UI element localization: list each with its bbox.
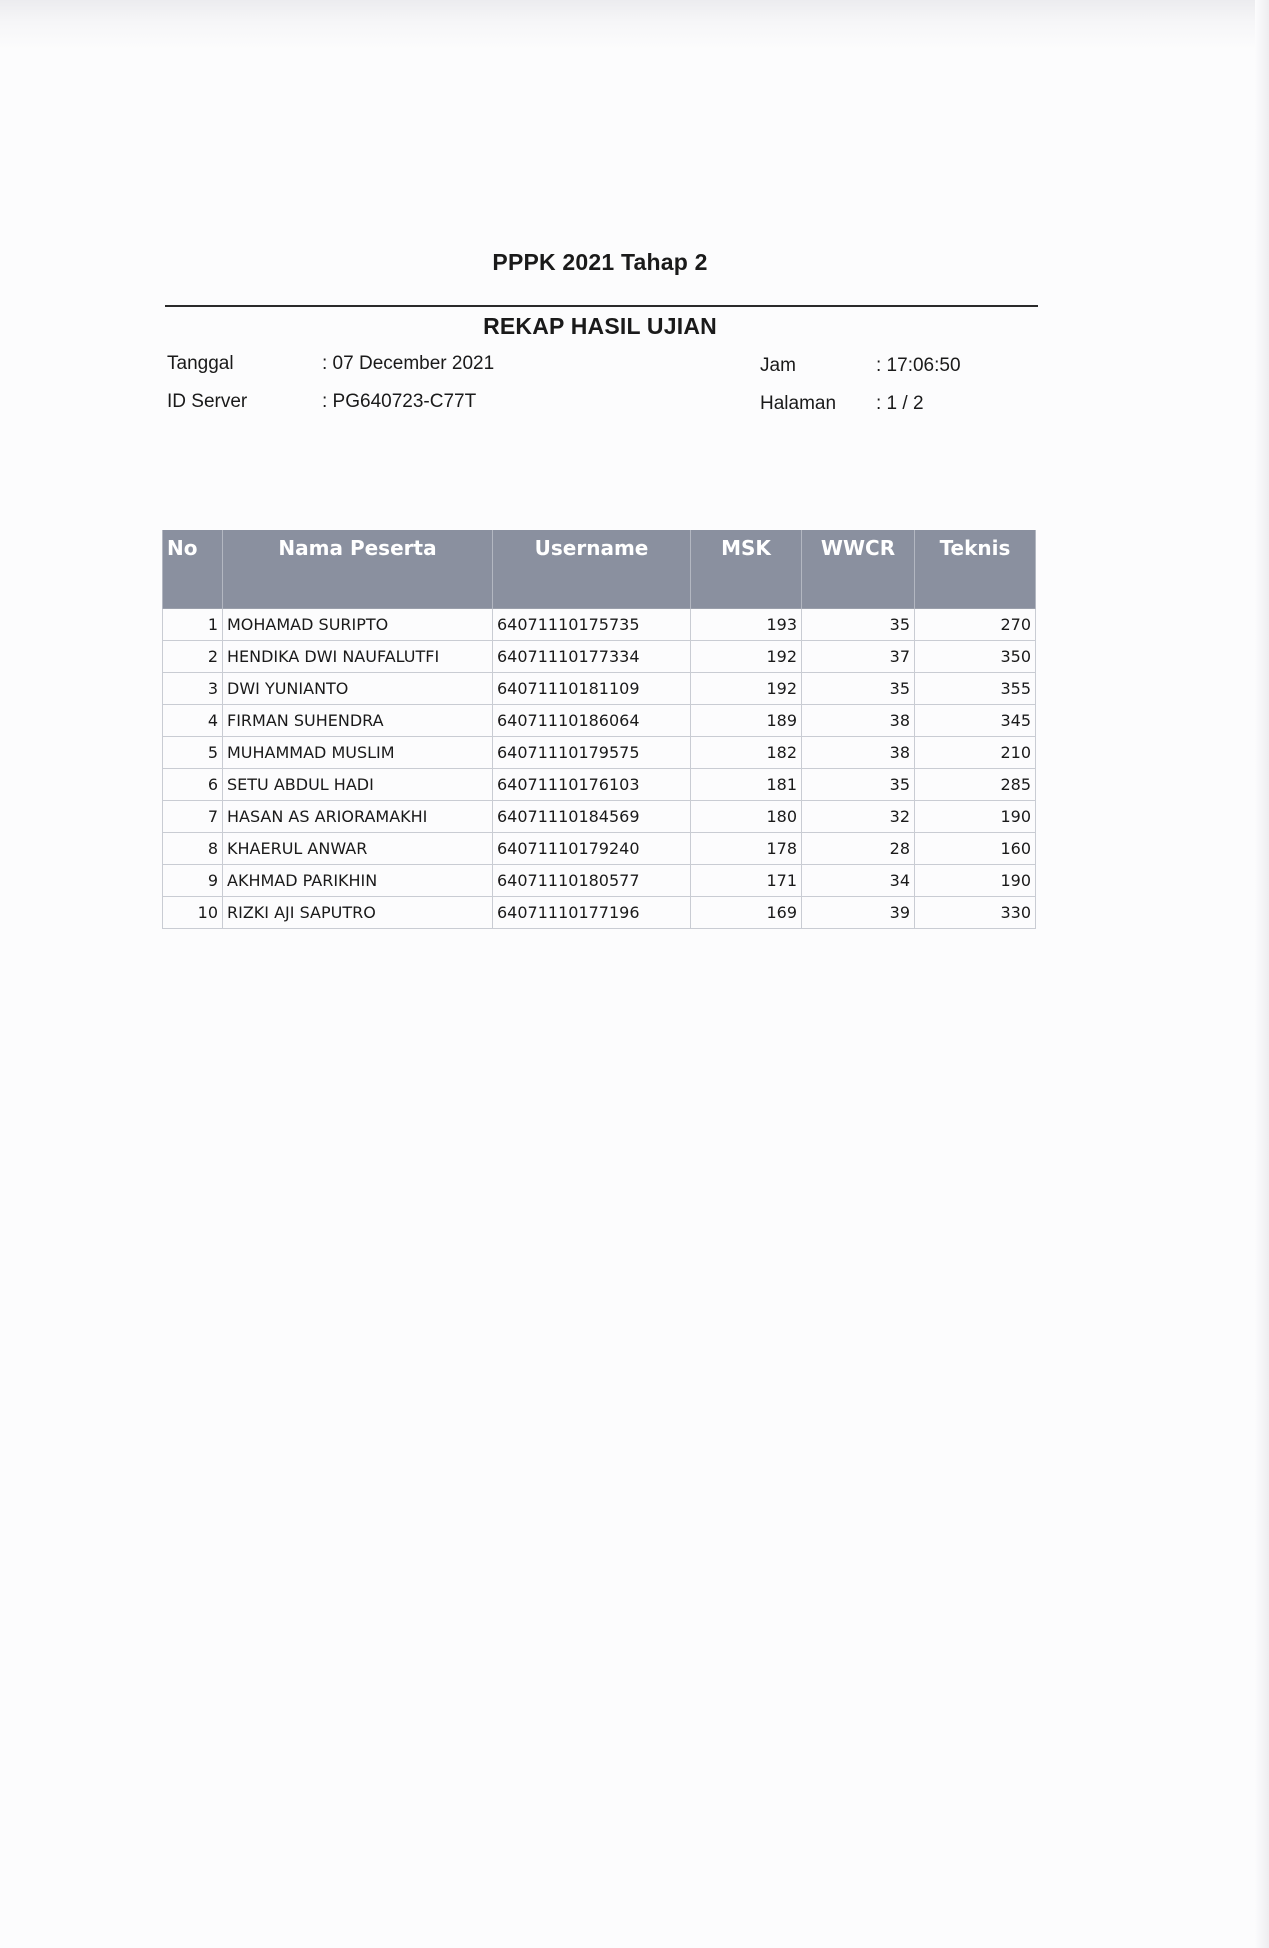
cell-teknis: 355 [915, 673, 1036, 705]
cell-wwcr: 28 [802, 833, 915, 865]
cell-username: 64071110177196 [493, 897, 691, 929]
header-no: No [163, 530, 223, 609]
document-subtitle: REKAP HASIL UJIAN [483, 313, 717, 339]
cell-wwcr: 35 [802, 769, 915, 801]
table-row [163, 897, 1036, 929]
table-row [163, 673, 1036, 705]
cell-msk: 169 [691, 897, 802, 929]
cell-msk: 193 [691, 609, 802, 641]
cell-msk: 181 [691, 769, 802, 801]
cell-nama: RIZKI AJI SAPUTRO [223, 897, 493, 929]
table-row [163, 865, 1036, 897]
cell-wwcr: 34 [802, 865, 915, 897]
cell-msk: 192 [691, 641, 802, 673]
cell-no: 3 [163, 673, 223, 705]
cell-username: 64071110179575 [493, 737, 691, 769]
cell-teknis: 330 [915, 897, 1036, 929]
table-row [163, 769, 1036, 801]
cell-wwcr: 35 [802, 673, 915, 705]
cell-username: 64071110179240 [493, 833, 691, 865]
cell-teknis: 190 [915, 865, 1036, 897]
cell-teknis: 210 [915, 737, 1036, 769]
tanggal-value: : 07 December 2021 [322, 353, 495, 374]
scan-shadow-right [1255, 0, 1269, 1948]
id-server-value: : PG640723-C77T [322, 391, 477, 412]
cell-wwcr: 39 [802, 897, 915, 929]
header-teknis: Teknis [915, 530, 1036, 609]
cell-no: 4 [163, 705, 223, 737]
results-table [162, 530, 1036, 929]
cell-wwcr: 32 [802, 801, 915, 833]
title-divider [165, 305, 1038, 307]
table-header-row [163, 530, 1036, 609]
cell-nama: MOHAMAD SURIPTO [223, 609, 493, 641]
cell-teknis: 190 [915, 801, 1036, 833]
cell-nama: FIRMAN SUHENDRA [223, 705, 493, 737]
cell-nama: HENDIKA DWI NAUFALUTFI [223, 641, 493, 673]
cell-teknis: 160 [915, 833, 1036, 865]
table-row [163, 609, 1036, 641]
jam-value: : 17:06:50 [876, 355, 961, 376]
cell-wwcr: 35 [802, 609, 915, 641]
header-nama-peserta: Nama Peserta [223, 530, 493, 609]
header-msk: MSK [691, 530, 802, 609]
cell-username: 64071110180577 [493, 865, 691, 897]
cell-nama: MUHAMMAD MUSLIM [223, 737, 493, 769]
cell-msk: 171 [691, 865, 802, 897]
cell-wwcr: 37 [802, 641, 915, 673]
cell-wwcr: 38 [802, 737, 915, 769]
cell-teknis: 285 [915, 769, 1036, 801]
cell-msk: 180 [691, 801, 802, 833]
cell-nama: SETU ABDUL HADI [223, 769, 493, 801]
cell-nama: DWI YUNIANTO [223, 673, 493, 705]
cell-wwcr: 38 [802, 705, 915, 737]
cell-msk: 178 [691, 833, 802, 865]
header-username: Username [493, 530, 691, 609]
cell-no: 1 [163, 609, 223, 641]
cell-nama: AKHMAD PARIKHIN [223, 865, 493, 897]
cell-username: 64071110177334 [493, 641, 691, 673]
cell-username: 64071110175735 [493, 609, 691, 641]
cell-no: 9 [163, 865, 223, 897]
cell-username: 64071110176103 [493, 769, 691, 801]
id-server-label: ID Server [167, 391, 248, 412]
cell-teknis: 345 [915, 705, 1036, 737]
cell-username: 64071110186064 [493, 705, 691, 737]
cell-nama: HASAN AS ARIORAMAKHI [223, 801, 493, 833]
halaman-value: : 1 / 2 [876, 393, 924, 414]
cell-username: 64071110184569 [493, 801, 691, 833]
cell-msk: 192 [691, 673, 802, 705]
cell-no: 10 [163, 897, 223, 929]
cell-msk: 189 [691, 705, 802, 737]
cell-no: 8 [163, 833, 223, 865]
cell-no: 5 [163, 737, 223, 769]
cell-username: 64071110181109 [493, 673, 691, 705]
cell-no: 7 [163, 801, 223, 833]
table-row [163, 705, 1036, 737]
cell-msk: 182 [691, 737, 802, 769]
scan-shadow-top [0, 0, 1269, 50]
table-row [163, 801, 1036, 833]
cell-no: 2 [163, 641, 223, 673]
table-row [163, 641, 1036, 673]
document-title: PPPK 2021 Tahap 2 [492, 249, 708, 275]
cell-teknis: 350 [915, 641, 1036, 673]
tanggal-label: Tanggal [167, 353, 234, 374]
cell-nama: KHAERUL ANWAR [223, 833, 493, 865]
jam-label: Jam [760, 355, 796, 376]
table-row [163, 737, 1036, 769]
header-wwcr: WWCR [802, 530, 915, 609]
cell-no: 6 [163, 769, 223, 801]
halaman-label: Halaman [760, 393, 837, 414]
table-row [163, 833, 1036, 865]
cell-teknis: 270 [915, 609, 1036, 641]
